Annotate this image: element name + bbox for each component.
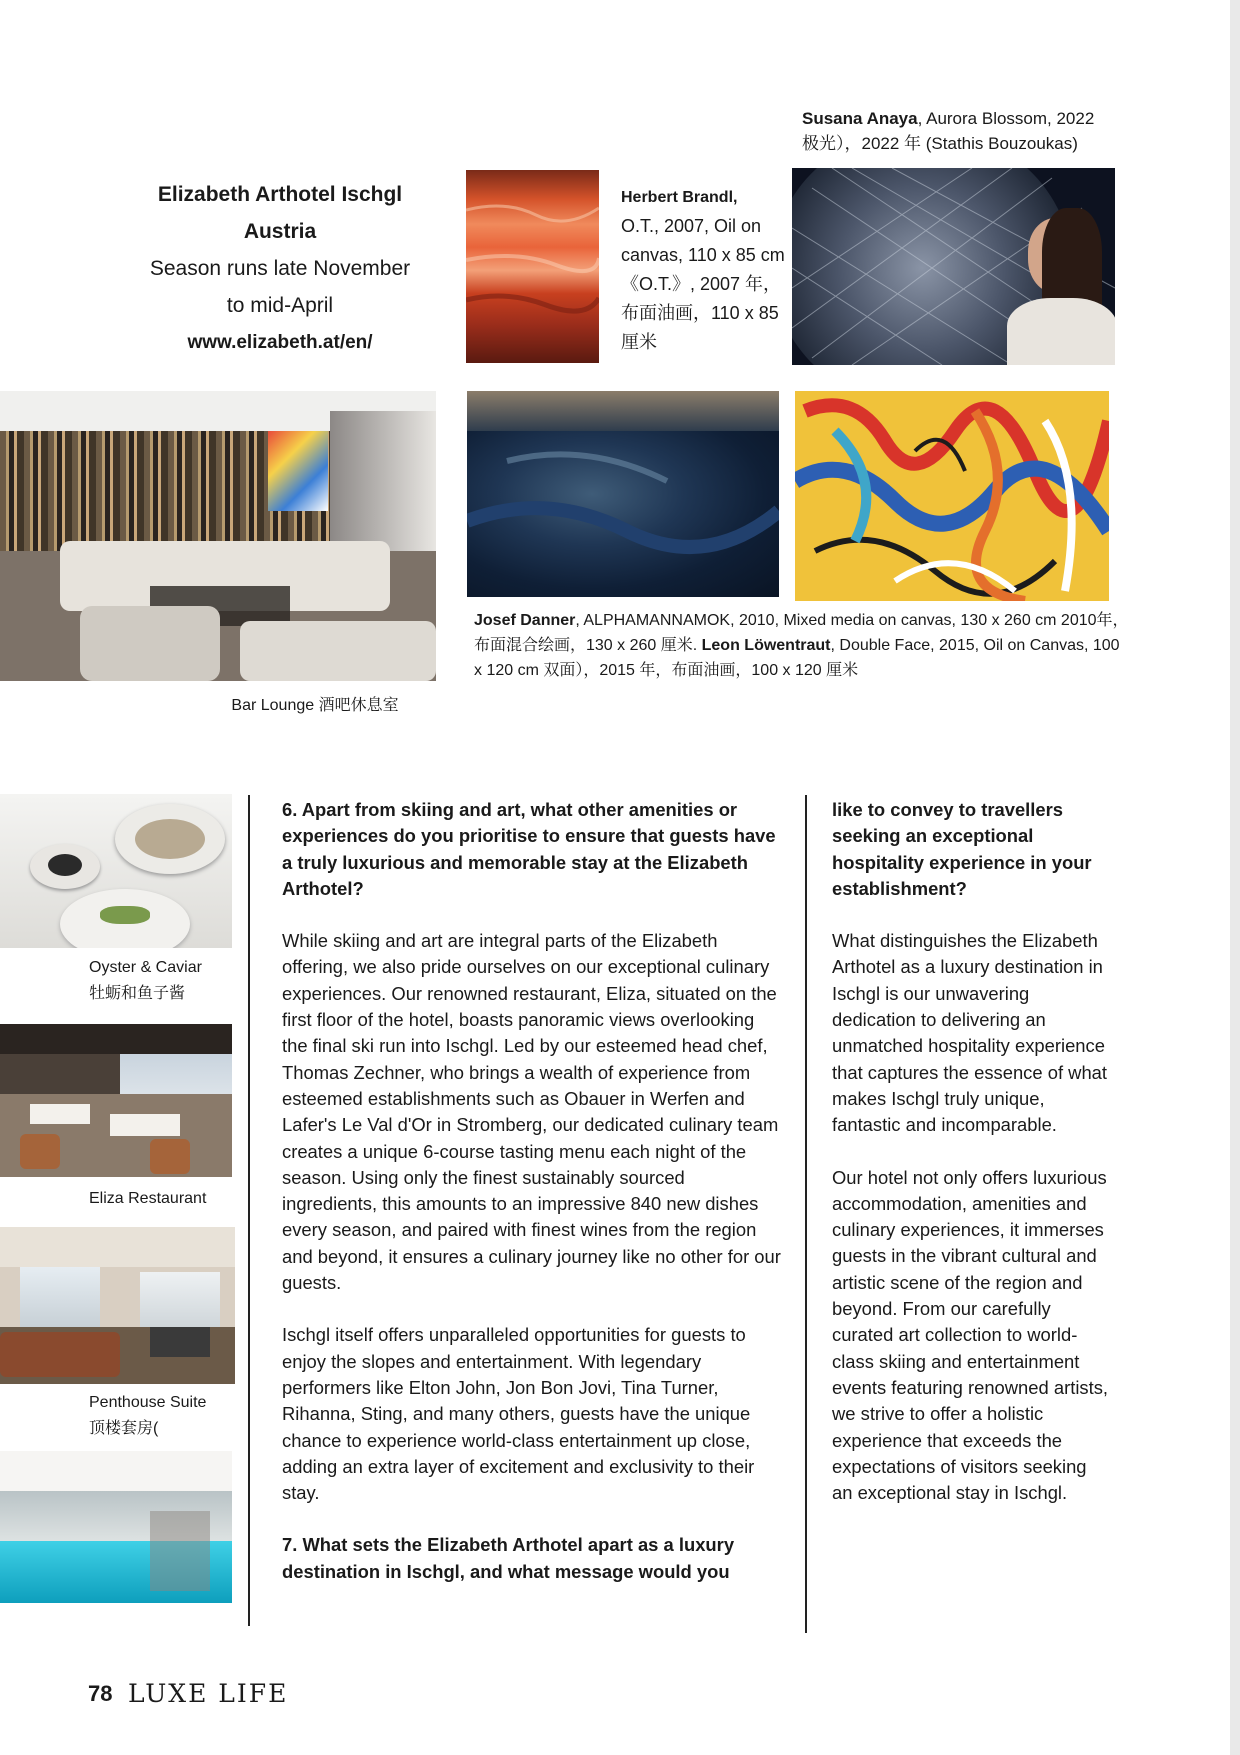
answer-7-paragraph-1: What distinguishes the Elizabeth Arthotel as a luxury destination in Ischgl is our unwavering dedication to delivering an unmatched hospitality experience that captures the essence of what makes Ischgl truly unique, fantastic and incomparable. <box>832 930 1108 1136</box>
bar-lounge-caption: Bar Lounge 酒吧休息室 <box>231 697 399 714</box>
answer-6-paragraph-2: Ischgl itself offers unparalleled opportunities for guests to enjoy the slopes and entertainment. With legendary performers like Elton John, Jon Bon Jovi, Tina Turner, Rihanna, Sting, and many others, guests have the unique chance to experience world-class entertainment up close, adding an extra layer of excitement and exclusivity to their stay. <box>282 1324 755 1504</box>
penthouse-caption-1: Penthouse Suite <box>89 1394 207 1411</box>
josef-danner-painting <box>467 391 779 597</box>
penthouse-caption <box>89 1390 249 1442</box>
oyster-caviar-photo <box>0 794 232 948</box>
season-line-2: to mid-April <box>226 294 334 317</box>
herbert-name: Herbert Brandl, <box>621 189 738 206</box>
eliza-caption: Eliza Restaurant <box>89 1190 207 1207</box>
susana-line-2: 极光），2022 年 (Stathis Bouzoukas) <box>802 134 1078 153</box>
josef-leon-caption <box>474 608 1129 683</box>
question-7-start: 7. What sets the Elizabeth Arthotel apart as a luxury destination in Ischgl, and what message would you <box>282 1534 735 1582</box>
leon-text: , Double Face, 2015, Oil on Canvas, 100 x 120 cm 双面），2015 年，布面油画，100 x 120 厘米 <box>474 637 1120 679</box>
column-rule-left <box>248 795 250 1626</box>
question-7-end: like to convey to travellers seeking an exceptional hospitality experience in your establishment? <box>832 799 1092 899</box>
penthouse-caption-2: 顶楼套房( <box>89 1420 159 1437</box>
oyster-caption-1: Oyster & Caviar <box>89 959 202 976</box>
page-number: 78 <box>88 1681 113 1706</box>
penthouse-suite-photo <box>0 1227 235 1384</box>
hotel-name: Elizabeth Arthotel Ischgl <box>157 183 403 206</box>
hotel-website[interactable]: www.elizabeth.at/en/ <box>187 332 373 353</box>
answer-7-paragraph-2: Our hotel not only offers luxurious accommodation, amenities and culinary experiences, it immerses guests in the vibrant cultural and artistic scene of the region and beyond. From our carefully curated art collection to world-class skiing and entertainment events featuring renowned artists, we strive to offer a holistic experience that exceeds the expectations of visitors seeking an exceptional stay in Ischgl. <box>832 1166 1109 1504</box>
article-column-2 <box>832 797 1110 1532</box>
josef-text: , ALPHAMANNAMOK, 2010, Mixed media on canvas, 130 x 260 cm 2010年，布面混合绘画，130 x 260 厘米. <box>474 612 1129 654</box>
hotel-info <box>110 176 450 361</box>
susana-anaya-caption <box>802 106 1132 156</box>
josef-name: Josef Danner <box>474 612 576 629</box>
answer-6-paragraph-1: While skiing and art are integral parts of the Elizabeth offering, we also pride ourselves on our exceptional culinary experiences. Our renowned restaurant, Eliza, situated on the first floor of the hotel, boasts panoramic views overlooking the final ski run into Ischgl. Led by our esteemed head chef, Thomas Zechner, who brings a wealth of experience from esteemed establishments such as Obauer in Werfen and Lafer's Le Val d'Or in Stromberg, our dedicated culinary team creates a unique 6-course tasting menu each night of the season. Using only the finest sustainably sourced ingredients, this amounts to an impressive 840 new dishes every season, and paired with finest wines from the region and beyond, it ensures a culinary journey like no other for our guests. <box>282 930 781 1294</box>
leon-name: Leon Löwentraut <box>701 637 831 654</box>
susana-anaya-artwork-photo <box>792 168 1115 365</box>
indoor-pool-photo <box>0 1451 232 1603</box>
oyster-caption <box>89 955 249 1007</box>
susana-rest: , Aurora Blossom, 2022 <box>917 109 1095 128</box>
article-column-1 <box>282 797 782 1611</box>
magazine-name: LUXE LIFE <box>128 1679 289 1708</box>
eliza-restaurant-photo <box>0 1024 232 1177</box>
column-rule-right <box>805 795 807 1633</box>
herbert-text: O.T., 2007, Oil on canvas, 110 x 85 cm《O.T.》, 2007 年，布面油画，110 x 85 厘米 <box>621 216 785 352</box>
season-line-1: Season runs late November <box>149 257 411 280</box>
oyster-caption-2: 牡蛎和鱼子酱 <box>89 985 186 1002</box>
hotel-country: Austria <box>243 220 317 243</box>
question-6: 6. Apart from skiing and art, what other amenities or experiences do you prioritise to ensure that guests have a truly luxurious and memorable stay at the Elizabeth Arthotel? <box>282 799 776 899</box>
herbert-brandl-painting <box>466 170 599 363</box>
susana-name: Susana Anaya <box>802 109 918 128</box>
leon-lowentraut-painting <box>795 391 1109 601</box>
herbert-brandl-caption <box>621 183 791 357</box>
bar-lounge-photo <box>0 391 436 681</box>
